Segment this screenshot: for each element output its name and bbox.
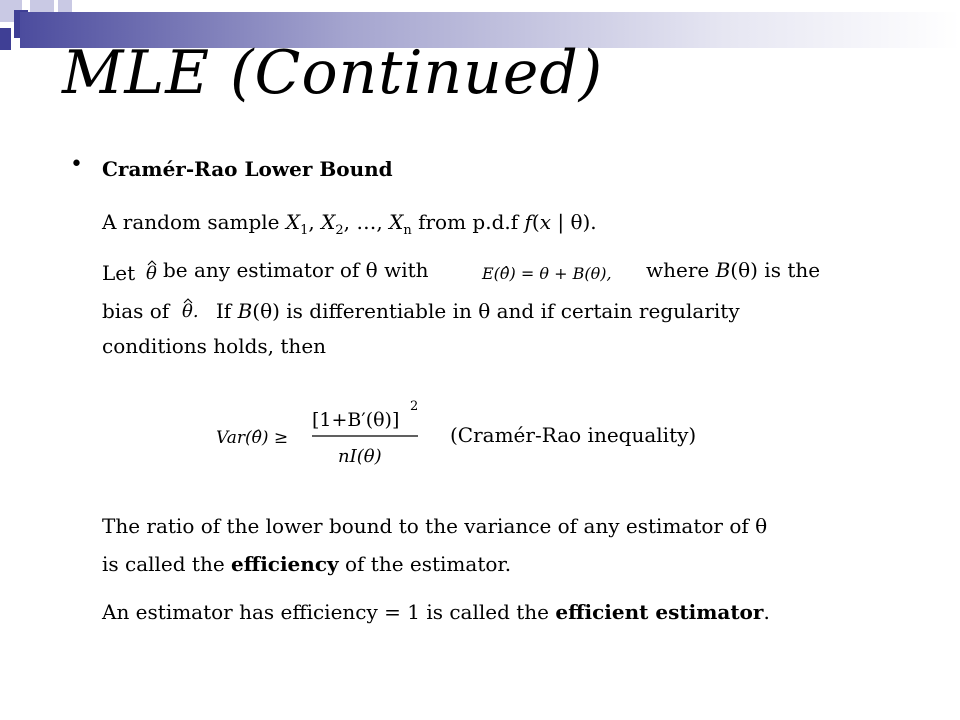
deco-square-2 [0,28,11,50]
ratio-line-1: The ratio of the lower bound to the variance of any estimator of θ [102,514,768,538]
sample-line: A random sample $X_1$, $X_2$, …, $X_n$ from p.d.f f(x | θ). [102,210,597,238]
inequality-numerator: [1+B′(θ)] [312,409,400,431]
ratio-line-2: is called the efficiency of the estimator. [102,552,512,576]
inequality-denominator: nI(θ) [338,446,382,467]
estimator-line-any: be any estimator of θ with [163,258,429,282]
estimator-line: Let θ [102,258,166,286]
theta-hat-symbol-2 [176,296,210,324]
variance-lhs: Var(θ̂) ≥ [216,428,289,448]
section-heading: Cramér-Rao Lower Bound [102,157,393,181]
inequality-label: (Cramér-Rao inequality) [450,423,697,447]
bullet-marker: • [70,152,83,177]
theta-hat-symbol [142,258,166,286]
expectation-formula [480,256,642,292]
conditions-line: conditions holds, then [102,334,327,358]
slide-title: MLE (Continued) [62,38,604,108]
svg-text:θ.: θ. [181,301,199,322]
inequality-exponent: 2 [410,399,419,414]
estimator-line-where: where B(θ) is the [646,258,821,282]
bias-line: bias of θ. If B(θ) is differentiable in θ and if certain regularity [102,296,740,324]
efficient-line: An estimator has efficiency = 1 is called the efficient estimator. [102,600,770,624]
cramer-rao-formula [214,396,434,476]
svg-text:θ: θ [145,263,157,284]
expectation-formula-text: E(θ̂) = θ + B(θ), [482,264,612,283]
